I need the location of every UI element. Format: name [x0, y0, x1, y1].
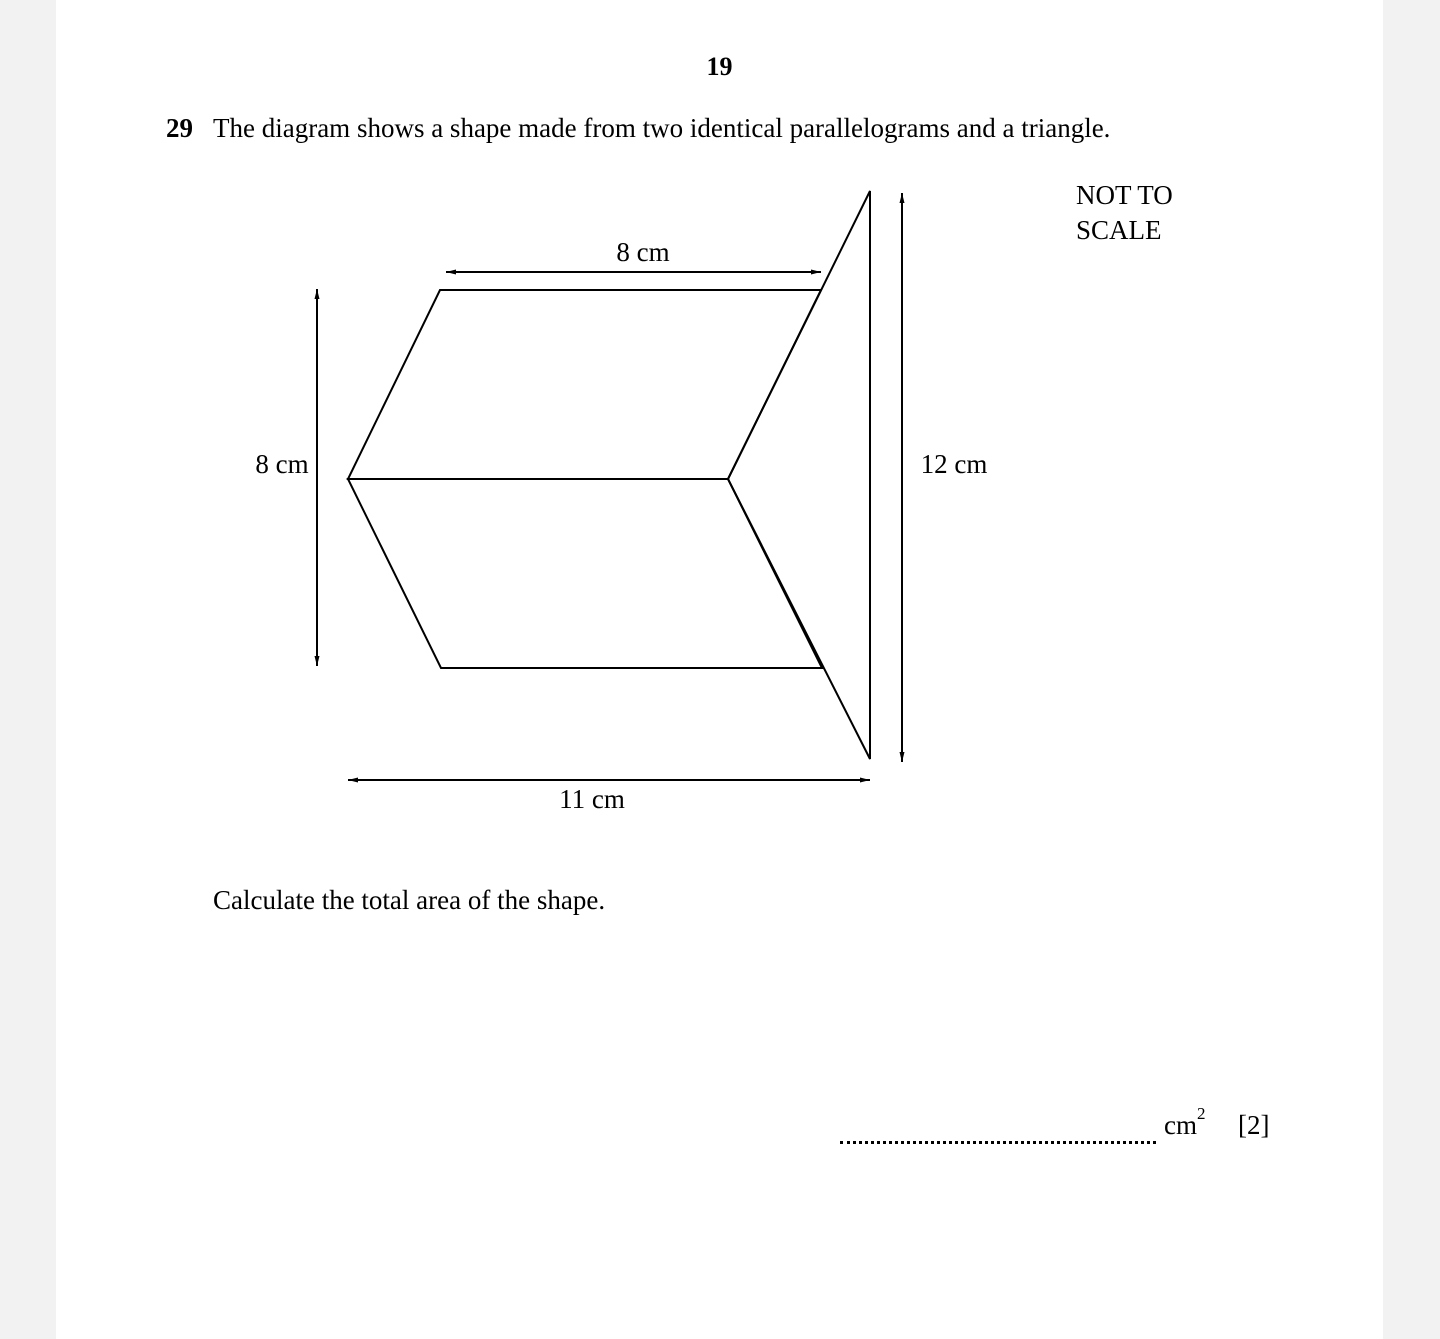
upper-parallelogram [348, 290, 821, 479]
shape-diagram [56, 0, 1383, 870]
question-number: 29 [166, 113, 193, 143]
triangle [728, 191, 870, 759]
not-to-scale-line-2: SCALE [1076, 215, 1162, 245]
top-width-label: 8 cm [616, 237, 670, 267]
exam-page [56, 0, 1383, 1339]
unit-power: 2 [1197, 1104, 1206, 1123]
bottom-width-label: 11 cm [559, 784, 625, 814]
answer-line[interactable] [840, 1141, 1156, 1144]
page-number: 19 [706, 52, 733, 81]
right-height-label: 12 cm [920, 449, 988, 479]
left-height-label: 8 cm [255, 449, 309, 479]
question-text: The diagram shows a shape made from two identical parallelograms and a triangle. [213, 113, 1111, 143]
not-to-scale-line-1: NOT TO [1076, 180, 1173, 210]
instruction-text: Calculate the total area of the shape. [213, 885, 606, 915]
answer-unit [1164, 1104, 1206, 1141]
marks-label: [2] [1238, 1110, 1270, 1140]
unit-text: cm [1164, 1110, 1197, 1140]
lower-parallelogram [348, 479, 822, 668]
